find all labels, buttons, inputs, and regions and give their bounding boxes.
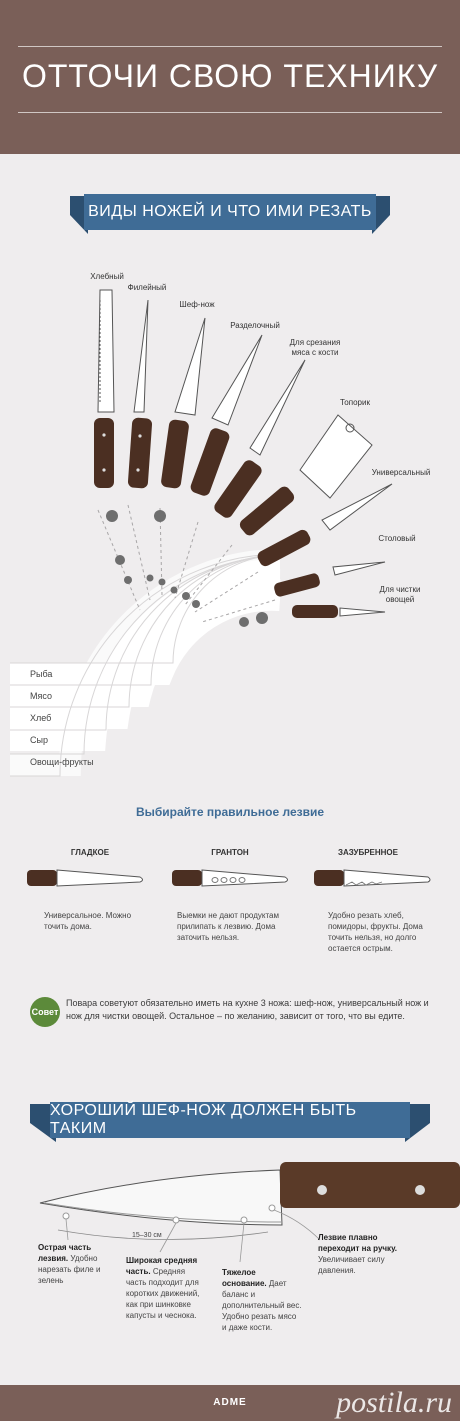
knife-label-boning: Для срезания мяса с кости xyxy=(289,338,341,357)
note-wide-middle xyxy=(126,1255,206,1321)
note-sharp-tip-text: Удобно нарезать филе и зелень xyxy=(38,1254,101,1285)
knife-label-paring: Для чистки овощей xyxy=(379,585,421,604)
category-vegetables: Овощи-фрукты xyxy=(30,757,94,767)
blade-length-label: 15–30 см xyxy=(132,1232,162,1239)
knife-label-utility: Универсальный xyxy=(371,468,431,477)
blades-heading: Выбирайте правильное лезвие xyxy=(135,805,325,819)
knife-label-bread: Хлебный xyxy=(90,272,124,281)
blade-title-plain: ГЛАДКОЕ xyxy=(70,848,110,857)
knife-label-carving: Разделочный xyxy=(230,321,280,330)
footer-brand: ADME xyxy=(213,1397,247,1408)
blade-desc-serrated: Удобно резать хлеб, помидоры, фрукты. Дома точить нельзя, но долго остается острым. xyxy=(328,911,423,953)
page-title: ОТТОЧИ СВОЮ ТЕХНИКУ xyxy=(21,58,439,94)
knife-label-fillet: Филейный xyxy=(127,283,167,292)
note-sharp-tip-title: Острая часть лезвия. xyxy=(38,1243,92,1263)
note-wide-middle-text: Средняя часть подходит для коротких движений, как при шинковке капусты и чеснока. xyxy=(126,1267,200,1320)
blade-title-granton: ГРАНТОН xyxy=(211,848,249,857)
note-heavy-base xyxy=(222,1267,302,1333)
category-bread: Хлеб xyxy=(30,713,52,723)
note-heavy-base-title: Тяжелое основание. xyxy=(222,1268,267,1288)
note-sharp-tip xyxy=(38,1242,108,1286)
category-fish: Рыба xyxy=(30,669,53,679)
knife-label-cleaver: Топорик xyxy=(340,398,370,407)
category-meat: Мясо xyxy=(30,691,52,701)
watermark: postila.ru xyxy=(336,1386,452,1419)
knife-label-table: Столовый xyxy=(378,534,416,543)
note-smooth-transition xyxy=(318,1232,408,1276)
tip-badge-label: Совет xyxy=(31,1007,59,1017)
chef-handle xyxy=(280,1162,460,1208)
blade-desc-granton: Выемки не дают продуктам прилипать к лезвию. Дома заточить нельзя. xyxy=(177,911,279,942)
blade-title-serrated: ЗАЗУБРЕННОЕ xyxy=(337,848,398,857)
tip-text: Повара советуют обязательно иметь на кухне 3 ножа: шеф-нож, универсальный нож и нож для чистки овощей. Остальное – по желанию, зависит от того, что вы едите. xyxy=(66,998,429,1021)
section1-title: ВИДЫ НОЖЕЙ И ЧТО ИМИ РЕЗАТЬ xyxy=(88,203,372,220)
blade-desc-plain: Универсальное. Можно точить дома. xyxy=(44,911,132,931)
note-heavy-base-text: Дает баланс и дополнительный вес. Удобно резать мясо и даже кости. xyxy=(222,1279,302,1332)
note-smooth-transition-text: Увеличивает силу давления. xyxy=(318,1255,385,1275)
category-cheese: Сыр xyxy=(30,735,48,745)
note-wide-middle-title: Широкая средняя часть. xyxy=(126,1256,198,1276)
section2-title: ХОРОШИЙ ШЕФ-НОЖ ДОЛЖЕН БЫТЬ ТАКИМ xyxy=(50,1102,357,1137)
knife-label-chef: Шеф-нож xyxy=(179,300,215,309)
note-smooth-transition-title: Лезвие плавно переходит на ручку. xyxy=(318,1233,398,1253)
